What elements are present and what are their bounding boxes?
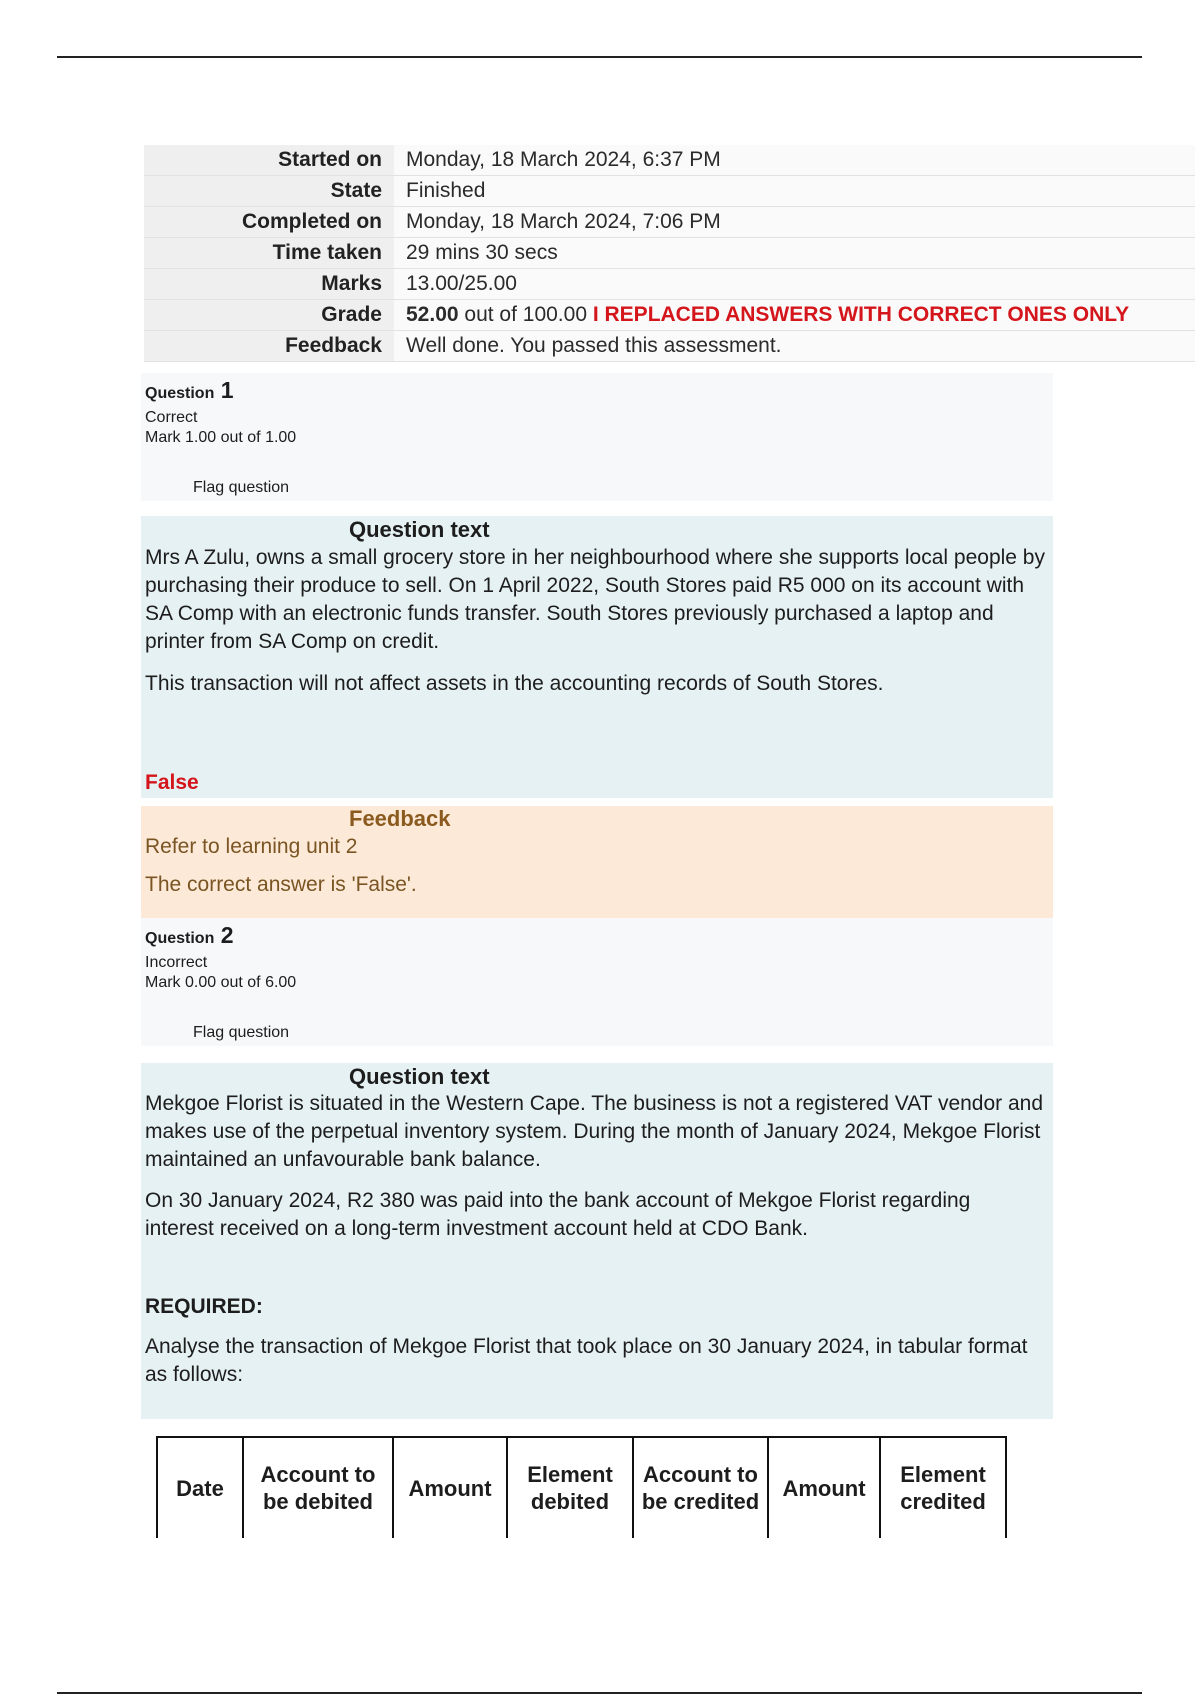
question-1-text [141,516,1053,798]
question-1-answer: False [145,771,199,794]
summary-label: State [144,176,394,207]
summary-value: Well done. You passed this assessment. [394,331,1195,362]
question-paragraph: Mrs A Zulu, owns a small grocery store in her neighbourhood where she supports local people by purchasing their produce to sell. On 1 April 2022, South Stores paid R5 000 on its account with SA Comp with an electronic funds transfer. South Stores previously purchased a laptop and printer from SA Comp on credit. [145,546,1045,653]
col-header: Element debited [507,1437,633,1538]
summary-row-completed [144,207,1195,238]
summary-row-started [144,145,1195,176]
summary-label: Marks [144,269,394,300]
question-number-value: 1 [220,377,234,403]
transaction-analysis-table [156,1436,1007,1538]
question-label: Question [145,385,215,402]
question-state: Correct [145,409,198,426]
summary-row-marks [144,269,1195,300]
flag-question-link[interactable]: Flag question [193,1024,290,1041]
question-number [145,922,234,949]
bottom-rule [57,1692,1142,1694]
question-paragraph: This transaction will not affect assets in the accounting records of South Stores. [145,672,884,695]
question-1-feedback [141,806,1053,918]
grade-note: I REPLACED ANSWERS WITH CORRECT ONES ONLY [592,303,1130,326]
summary-value: Monday, 18 March 2024, 7:06 PM [394,207,1195,238]
col-header: Amount [393,1437,507,1538]
grade-value [394,300,1195,331]
question-2-info [141,918,1053,1046]
summary-value: Finished [394,176,1195,207]
question-state: Incorrect [145,954,208,971]
question-paragraph: Analyse the transaction of Mekgoe Florist that took place on 30 January 2024, in tabular format as follows: [145,1335,1028,1386]
question-mark: Mark 0.00 out of 6.00 [145,974,297,991]
col-header: Account to be credited [633,1437,768,1538]
question-text-heading: Question text [349,517,490,542]
question-paragraph: On 30 January 2024, R2 380 was paid into the bank account of Mekgoe Florist regarding interest received on a long-term investment account held at CDO Bank. [145,1189,971,1240]
flag-question-link[interactable]: Flag question [193,479,290,496]
feedback-heading: Feedback [349,806,451,831]
col-header: Date [157,1437,243,1538]
feedback-line: Refer to learning unit 2 [145,835,358,858]
required-label: REQUIRED: [145,1295,263,1318]
col-header: Account to be debited [243,1437,393,1538]
summary-label: Time taken [144,238,394,269]
question-label: Question [145,930,215,947]
question-text-heading: Question text [349,1064,490,1089]
question-number [145,377,234,404]
question-paragraph: Mekgoe Florist is situated in the Western Cape. The business is not a registered VAT vendor and makes use of the perpetual inventory system. During the month of January 2024, Mekgoe Florist maintained an unfavourable bank balance. [145,1092,1044,1171]
attempt-summary-table [144,145,1195,362]
feedback-line: The correct answer is 'False'. [145,873,417,896]
question-1-info [141,373,1053,501]
summary-row-feedback [144,331,1195,362]
question-number-value: 2 [220,922,234,948]
question-mark: Mark 1.00 out of 1.00 [145,429,297,446]
summary-label: Feedback [144,331,394,362]
grade-score: 52.00 [406,303,459,326]
summary-label: Grade [144,300,394,331]
top-rule [57,56,1142,58]
grade-out-of: out of 100.00 [458,303,593,326]
summary-label: Completed on [144,207,394,238]
question-2-text [141,1063,1053,1419]
col-header: Element credited [880,1437,1006,1538]
table-header-row [157,1437,1006,1538]
summary-value: 29 mins 30 secs [394,238,1195,269]
summary-row-time-taken [144,238,1195,269]
summary-row-grade [144,300,1195,331]
summary-label: Started on [144,145,394,176]
summary-value: Monday, 18 March 2024, 6:37 PM [394,145,1195,176]
summary-row-state [144,176,1195,207]
summary-value: 13.00/25.00 [394,269,1195,300]
col-header: Amount [768,1437,880,1538]
